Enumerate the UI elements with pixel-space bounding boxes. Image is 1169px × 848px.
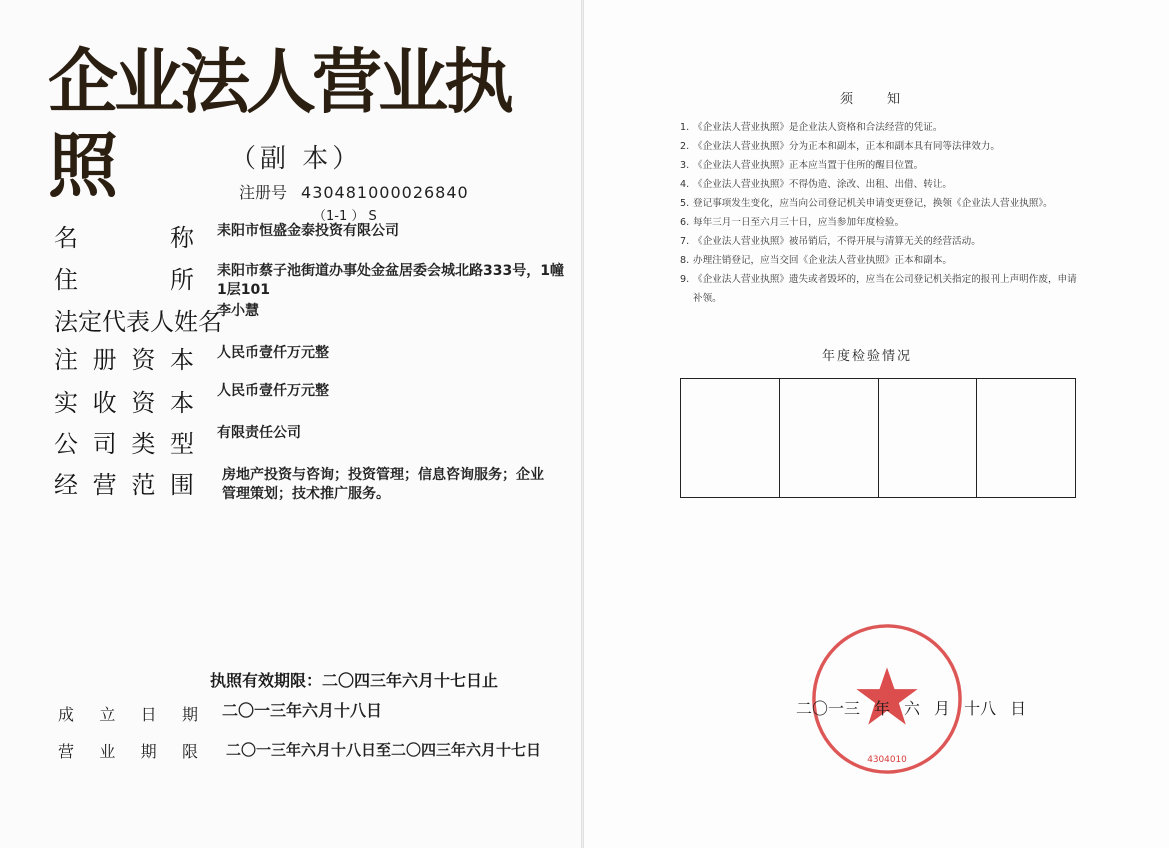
registration-number: 430481000026840 — [301, 183, 469, 202]
label-char: 类 — [131, 430, 156, 458]
label-char: 范 — [131, 471, 156, 499]
notice-text: 办理注销登记，应当交回《企业法人营业执照》正本和副本。 — [693, 255, 953, 266]
field-label-company-type — [54, 424, 194, 459]
label-char: 实 — [54, 389, 78, 417]
issue-year: 二〇一三 — [796, 699, 861, 718]
license-title: 企业法人营业执照 — [48, 40, 510, 207]
field-value-legal-rep: 李小慧 — [217, 303, 259, 319]
label-char: 注 — [54, 346, 78, 374]
notice-item — [680, 251, 1080, 270]
notice-text: 《企业法人营业执照》不得伪造、涂改、出租、出借、转让。 — [693, 179, 953, 190]
field-label-address-char: 所 — [170, 266, 194, 294]
field-label-address — [54, 260, 194, 295]
notice-item — [680, 118, 1080, 137]
inspection-cell — [977, 379, 1075, 497]
field-label-registered-capital — [54, 340, 194, 375]
business-term-label — [58, 739, 198, 762]
label-char: 经 — [54, 471, 78, 499]
notice-number: 3. — [680, 160, 690, 171]
establish-date-value: 二〇一三年六月十八日 — [222, 701, 383, 720]
notice-title: 须知 — [840, 92, 935, 107]
annual-inspection-title: 年度检验情况 — [822, 349, 913, 364]
label-char: 营 — [58, 742, 75, 761]
notice-item — [680, 194, 1080, 213]
notice-number: 2. — [680, 141, 690, 152]
notice-item — [680, 232, 1080, 251]
label-char: 成 — [58, 705, 75, 724]
label-char: 围 — [169, 471, 194, 499]
notice-item — [680, 213, 1080, 232]
inspection-cell — [681, 379, 780, 497]
issue-month-unit: 月 — [934, 699, 951, 718]
field-label-name — [54, 218, 194, 253]
field-label-name-char: 名 — [54, 224, 78, 252]
seal-number: 4304010 — [867, 755, 907, 766]
field-value-business-scope: 房地产投资与咨询；投资管理；信息咨询服务；企业管理策划；技术推广服务。 — [222, 467, 544, 502]
field-label-paid-capital — [54, 383, 194, 418]
field-value-address: 耒阳市蔡子池街道办事处金盆居委会城北路333号，1幢1层101 — [217, 263, 564, 298]
notice-text: 每年三月一日至六月三十日，应当参加年度检验。 — [693, 217, 905, 228]
notice-text: 《企业法人营业执照》是企业法人资格和合法经营的凭证。 — [693, 122, 943, 133]
label-char: 型 — [169, 430, 194, 458]
notice-number: 8. — [680, 255, 690, 266]
label-char: 司 — [92, 430, 117, 458]
label-char: 本 — [169, 346, 194, 374]
label-char: 资 — [131, 346, 156, 374]
label-char: 公 — [54, 430, 78, 458]
validity-period: 执照有效期限：二〇四三年六月十七日止 — [210, 671, 499, 690]
label-char: 册 — [92, 346, 117, 374]
registration-label: 注册号 — [239, 183, 288, 202]
business-term-value: 二〇一三年六月十八日至二〇四三年六月十七日 — [226, 741, 542, 759]
notice-number: 5. — [680, 198, 690, 209]
inspection-cell — [879, 379, 978, 497]
issue-day: 十八 — [964, 699, 997, 718]
label-char: 限 — [181, 742, 198, 761]
label-char: 期 — [140, 742, 157, 761]
notice-item — [680, 137, 1080, 156]
notice-number: 4. — [680, 179, 690, 190]
issue-year-unit: 年 — [874, 699, 891, 718]
notice-number: 6. — [680, 217, 690, 228]
registration-line — [239, 180, 469, 203]
notice-list — [680, 118, 1080, 308]
label-char: 收 — [92, 389, 117, 417]
label-char: 业 — [99, 742, 116, 761]
label-char: 营 — [92, 471, 117, 499]
notice-number: 1. — [680, 122, 690, 133]
sequence-code: （1-1 ） S — [313, 209, 377, 224]
notice-number: 9. — [680, 274, 690, 285]
label-char: 资 — [131, 389, 156, 417]
issue-date — [796, 696, 1040, 719]
notice-item — [680, 156, 1080, 175]
notice-text: 《企业法人营业执照》遗失或者毁坏的，应当在公司登记机关指定的报刊上声明作废，申请补领。 — [693, 274, 1077, 304]
issue-day-unit: 日 — [1010, 699, 1027, 718]
field-value-company-type: 有限责任公司 — [217, 425, 301, 441]
copy-label: （副 本） — [230, 144, 363, 174]
field-label-address-char: 住 — [54, 266, 78, 294]
field-value-registered-capital: 人民币壹仟万元整 — [217, 345, 329, 361]
notice-number: 7. — [680, 236, 690, 247]
establish-date-label — [58, 702, 198, 725]
page-fold — [581, 0, 584, 848]
notice-text: 《企业法人营业执照》被吊销后，不得开展与清算无关的经营活动。 — [693, 236, 981, 247]
annual-inspection-table — [680, 378, 1076, 498]
label-char: 日 — [140, 705, 157, 724]
field-label-legal-rep: 法定代表人姓名 — [54, 308, 222, 336]
notice-item — [680, 270, 1080, 308]
notice-item — [680, 175, 1080, 194]
inspection-cell — [780, 379, 879, 497]
notice-text: 《企业法人营业执照》分为正本和副本，正本和副本具有同等法律效力。 — [693, 141, 1000, 152]
field-value-paid-capital: 人民币壹仟万元整 — [217, 383, 329, 399]
notice-text: 《企业法人营业执照》正本应当置于住所的醒目位置。 — [693, 160, 924, 171]
issue-month: 六 — [904, 699, 921, 718]
field-value-name: 耒阳市恒盛金泰投资有限公司 — [217, 223, 399, 239]
notice-text: 登记事项发生变化，应当向公司登记机关申请变更登记，换领《企业法人营业执照》。 — [693, 198, 1053, 209]
label-char: 立 — [99, 705, 116, 724]
label-char: 本 — [169, 389, 194, 417]
field-label-name-char: 称 — [170, 224, 194, 252]
field-label-business-scope — [54, 465, 194, 500]
label-char: 期 — [181, 705, 198, 724]
